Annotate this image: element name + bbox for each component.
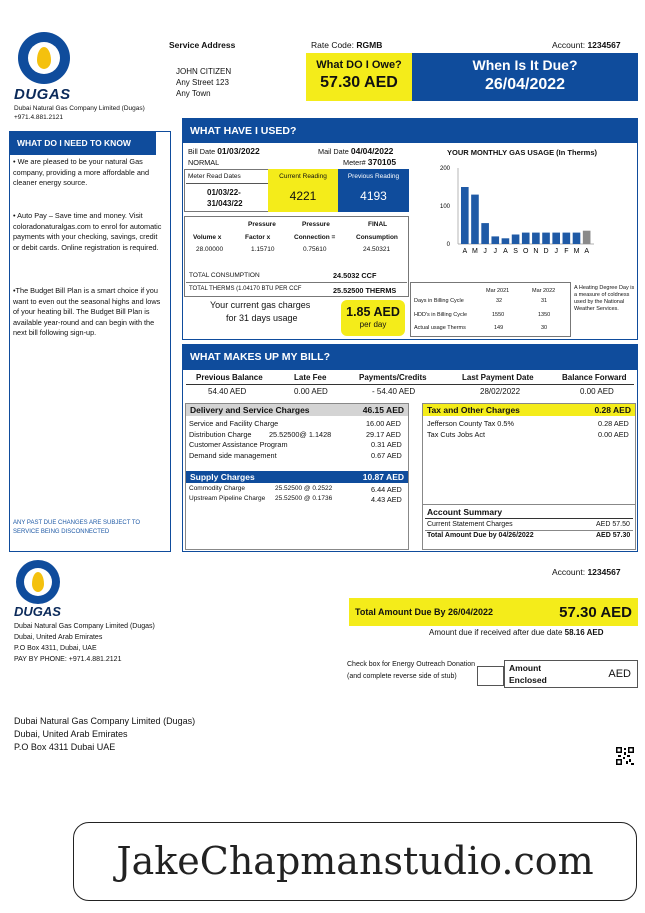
stub-brand-name: DUGAS: [14, 604, 61, 619]
comparison-row-1-label: Days in Billing Cycle: [414, 298, 464, 304]
bill-value-balance-forward: 0.00 AED: [580, 387, 614, 396]
supply-header: [186, 471, 408, 483]
account-label: Account:: [552, 40, 586, 50]
bill-value-late-fee: 0.00 AED: [294, 387, 328, 396]
chart-bar-2: [481, 223, 489, 244]
comparison-row-1-v2: 31: [541, 298, 548, 304]
current-charges-label: Current Statement Charges: [427, 521, 513, 528]
meter-value: 370105: [367, 157, 397, 167]
bill-header-late-fee: Late Fee: [294, 373, 327, 382]
consumption-value: 24.50321: [363, 246, 391, 253]
comparison-row-2-v2: 1350: [538, 312, 551, 318]
due-label: When Is It Due?: [472, 57, 578, 73]
delivery-item-4-label: Demand side management: [189, 451, 277, 460]
brand-phone: +971.4.881.2121: [14, 114, 63, 121]
chart-bar-8: [542, 233, 550, 244]
chart-x-label-0: A: [462, 248, 468, 255]
bill-header-last-payment-date: Last Payment Date: [462, 373, 534, 382]
watermark-text: JakeChapmanstudio.com: [116, 839, 594, 883]
amount-enclosed-box[interactable]: [504, 660, 638, 688]
sidebar-paragraph-3: •The Budget Bill Plan is a smart choice if you want to even out the seasonal highs and lows of your heating bill. The Budget Bill Plan is available year-round and can begin with the next bill following sign-up.: [13, 286, 161, 337]
chart-x-label-4: A: [503, 248, 508, 255]
chart-x-label-6: O: [523, 248, 529, 255]
donation-checkbox[interactable]: [477, 666, 504, 686]
volume-header: Volume x: [193, 234, 222, 241]
supply-item-2-detail: 25.52500 @ 0.1736: [275, 495, 333, 502]
sidebar: [9, 131, 171, 552]
bill-value-previous-balance: 54.40 AED: [208, 387, 247, 396]
supply-item-1-label: Commodity Charge: [189, 485, 245, 492]
charges-text-1: Your current gas charges: [210, 300, 311, 310]
comparison-row-2-label: HDD's in Billing Cycle: [414, 312, 468, 318]
comparison-row-3-label: Actual usage Therms: [414, 325, 466, 331]
chart-bar-3: [491, 236, 499, 244]
chart-x-labels: [462, 248, 589, 255]
comparison-row-3-v1: 149: [494, 325, 504, 331]
due-box: [412, 53, 638, 101]
current-charges-value: AED 57.50: [596, 521, 630, 528]
bill-date-label: Bill Date: [188, 147, 216, 156]
charges-text-2: for 31 days usage: [226, 313, 298, 323]
chart-bar-11: [573, 233, 581, 244]
comparison-row-1-v1: 32: [496, 298, 503, 304]
tax-title: Tax and Other Charges: [427, 405, 520, 415]
total-consumption-label: TOTAL CONSUMPTION: [189, 272, 260, 279]
bill-value-last-payment-date: 28/02/2022: [480, 387, 521, 396]
delivery-item-2-amount: 29.17 AED: [366, 430, 401, 439]
bill-header-payments: Payments/Credits: [359, 373, 427, 382]
customer-name: JOHN CITIZEN: [176, 67, 232, 76]
chart-x-label-9: J: [554, 248, 558, 255]
supply-total: 10.87 AED: [362, 472, 404, 482]
connection-header: Connection =: [294, 234, 336, 241]
sidebar-paragraph-1: • We are pleased to be your natural Gas company, providing a more affordable and cleaner energy source.: [13, 157, 150, 187]
per-day-amount: 1.85 AED: [346, 305, 400, 319]
comparison-col-1: Mar 2021: [486, 288, 510, 294]
disconnect-warning: ANY PAST DUE CHANGES ARE SUBJECT TO SERVICE BEING DISCONNECTED: [13, 520, 141, 535]
tax-item-1-amount: 0.28 AED: [598, 419, 629, 428]
mail-address-2: Dubai, United Arab Emirates: [14, 729, 128, 739]
sidebar-title: WHAT DO I NEED TO KNOW: [9, 131, 156, 155]
delivery-title: Delivery and Service Charges: [190, 405, 310, 415]
usage-title: WHAT HAVE I USED?: [182, 118, 638, 143]
final-header: FINAL: [368, 221, 388, 228]
mail-date-value: 04/04/2022: [350, 146, 394, 156]
usage-chart: [430, 160, 600, 260]
meter-label: Meter#: [343, 158, 366, 167]
amount-enclosed-label-1: Amount: [509, 663, 542, 673]
pressure-header-2: Pressure: [302, 221, 330, 228]
connection-value: 0.75610: [303, 246, 327, 253]
account-value: 1234567: [587, 40, 621, 50]
supply-item-1-amount: 6.44 AED: [371, 485, 402, 494]
tax-item-1-label: Jefferson County Tax 0.5%: [427, 419, 514, 428]
amount-enclosed-currency: AED: [608, 668, 631, 680]
mail-address-1: Dubai Natural Gas Company Limited (Dugas): [14, 716, 196, 726]
stub-late-label: Amount due if received after due date: [429, 628, 563, 637]
stub-late-value: 58.16 AED: [564, 628, 604, 637]
meter-read-dates-underline: [186, 183, 268, 184]
owe-amount: 57.30 AED: [320, 74, 398, 91]
delivery-total: 46.15 AED: [362, 405, 404, 415]
mail-date: [318, 146, 393, 156]
outreach-text-2: (and complete reverse side of stub): [347, 673, 457, 680]
chart-x-label-12: A: [584, 248, 589, 255]
chart-x-label-1: M: [472, 248, 478, 255]
volume-value: 28.00000: [196, 246, 224, 253]
stub-address-3: P.O Box 4311, Dubai, UAE: [14, 645, 97, 652]
delivery-item-4-amount: 0.67 AED: [371, 451, 402, 460]
consumption-header: Consumption: [356, 234, 398, 241]
previous-reading-value: 4193: [360, 189, 387, 203]
heating-degree-note: A Heating Degree Day is a measure of coldness used by the National Weather Services.: [574, 285, 635, 312]
bill-title: WHAT MAKES UP MY BILL?: [182, 344, 638, 370]
rate-code-value: RGMB: [356, 40, 383, 50]
stub-account-value: 1234567: [587, 567, 621, 577]
brand-company: Dubai Natural Gas Company Limited (Dugas): [14, 105, 145, 112]
chart-bar-6: [522, 233, 530, 244]
bill-header-underline: [186, 384, 634, 385]
watermark-banner: [73, 822, 637, 901]
tax-item-2-amount: 0.00 AED: [598, 430, 629, 439]
chart-x-label-11: M: [573, 248, 580, 255]
chart-bar-4: [502, 238, 510, 244]
chart-title: YOUR MONTHLY GAS USAGE (In Therms): [447, 148, 598, 157]
bill-header-previous-balance: Previous Balance: [196, 373, 263, 382]
current-reading-label: Current Reading: [279, 173, 327, 180]
chart-x-label-10: F: [564, 248, 569, 255]
per-day-box: [341, 300, 405, 336]
qr-code-icon: [615, 746, 635, 766]
rate-code: [311, 40, 382, 50]
mail-address-3: P.O Box 4311 Dubai UAE: [14, 742, 116, 752]
chart-bar-10: [563, 233, 571, 244]
read-date-end: 31/043/22: [207, 199, 243, 208]
amount-enclosed-label-2: Enclosed: [509, 675, 547, 685]
normal-label: NORMAL: [188, 158, 220, 167]
brand-name: DUGAS: [14, 86, 71, 103]
chart-bar-12: [583, 231, 591, 244]
customer-street: Any Street 123: [176, 78, 229, 87]
bill-date-value: 01/03/2022: [217, 146, 260, 156]
owe-label: What DO I Owe?: [316, 59, 402, 71]
chart-bar-5: [512, 235, 520, 245]
chart-x-label-3: J: [493, 248, 498, 255]
factor-header: Factor x: [245, 234, 271, 241]
previous-reading-label: Previous Reading: [347, 173, 400, 180]
tax-item-2-label: Tax Cuts Jobs Act: [427, 430, 485, 439]
chart-y-tick-2: 200: [439, 166, 450, 172]
chart-bar-1: [471, 195, 479, 244]
meter-number: [343, 157, 396, 167]
stub-pay-phone: PAY BY PHONE: +971.4.881.2121: [14, 656, 122, 663]
stub-total-due-value: 57.30 AED: [559, 603, 632, 621]
due-date: 26/04/2022: [484, 76, 566, 93]
stub-total-due-label: Total Amount Due By 26/04/2022: [355, 607, 494, 617]
tax-total: 0.28 AED: [594, 405, 631, 415]
chart-bar-0: [461, 187, 469, 244]
delivery-item-1-label: Service and Facility Charge: [189, 419, 279, 428]
total-therms-value: 25.52500 THERMS: [333, 286, 397, 295]
delivery-item-2-detail: 25.52500@ 1.1428: [269, 430, 332, 439]
delivery-item-2-label: Distribution Charge: [189, 430, 252, 439]
chart-y-ticks: [440, 166, 451, 248]
factor-value: 1.15710: [251, 246, 275, 253]
stub-logo-icon: [16, 560, 60, 604]
stub-total-due-box: [349, 598, 638, 626]
outreach-text-1: Check box for Energy Outreach Donation: [347, 661, 476, 668]
comparison-row-3-v2: 30: [541, 325, 548, 331]
current-reading-value: 4221: [289, 189, 317, 203]
stub-address-2: Dubai, United Arab Emirates: [14, 634, 103, 641]
account-summary-underline: [425, 518, 633, 519]
total-consumption-value: 24.5032 CCF: [333, 271, 377, 280]
chart-bar-7: [532, 233, 540, 244]
account-number: [552, 40, 621, 50]
pressure-header-1: Pressure: [248, 221, 276, 228]
delivery-item-3-label: Customer Assistance Program: [189, 440, 288, 449]
chart-y-tick-0: 0: [446, 242, 450, 248]
total-therms-divider: [186, 282, 407, 283]
previous-reading-box: [338, 169, 409, 212]
stub-late-amount: [429, 628, 604, 637]
bill-date: [188, 146, 260, 156]
chart-x-label-2: J: [483, 248, 487, 255]
meter-read-dates-label: Meter Read Dates: [188, 173, 241, 180]
supply-item-1-detail: 25.52500 @ 0.2522: [275, 485, 333, 492]
bill-value-payments: - 54.40 AED: [372, 387, 416, 396]
delivery-item-3-amount: 0.31 AED: [371, 440, 402, 449]
total-therms-label: TOTAL THERMS (1.04170 BTU PER CCF: [189, 286, 302, 292]
bill-header-balance-forward: Balance Forward: [562, 373, 627, 382]
service-address-label: Service Address: [169, 40, 236, 50]
current-reading-box: [268, 169, 338, 212]
account-summary-divider: [423, 504, 635, 505]
comparison-col-2: Mar 2022: [532, 288, 556, 294]
stub-account: [552, 567, 621, 577]
supply-item-2-label: Upstream Pipeline Charge: [189, 495, 266, 502]
supply-item-2-amount: 4.43 AED: [371, 495, 402, 504]
read-date-start: 01/03/22-: [207, 188, 241, 197]
owe-box: [306, 53, 412, 101]
rate-code-label: Rate Code:: [311, 40, 354, 50]
mail-date-label: Mail Date: [318, 147, 349, 156]
chart-bar-9: [552, 233, 560, 244]
delivery-header: [186, 404, 408, 416]
comparison-row-2-v1: 1550: [492, 312, 505, 318]
consumption-table: [184, 216, 409, 297]
stub-account-label: Account:: [552, 567, 586, 577]
chart-y-tick-1: 100: [439, 204, 450, 210]
total-due-value: AED 57.30: [596, 532, 631, 539]
total-due-label: Total Amount Due by 04/26/2022: [427, 532, 534, 539]
delivery-item-1-amount: 16.00 AED: [366, 419, 401, 428]
account-summary-title: Account Summary: [427, 507, 503, 517]
sidebar-paragraph-2: • Auto Pay – Save time and money. Visit coloradonaturalgas.com to enrol for automatic payments with your checking, savings, credit or debit cards. Online registration is required.: [13, 211, 162, 252]
stub-address-1: Dubai Natural Gas Company Limited (Dugas): [14, 623, 155, 630]
tax-header: [423, 404, 635, 416]
chart-x-label-5: S: [513, 248, 518, 255]
logo-mark-icon: [18, 32, 70, 84]
supply-title: Supply Charges: [190, 472, 255, 482]
customer-town: Any Town: [176, 89, 211, 98]
per-day-label: per day: [359, 320, 387, 329]
summary-total-divider: [425, 530, 633, 531]
chart-bars: [461, 187, 590, 244]
chart-x-label-7: N: [533, 248, 539, 255]
chart-x-label-8: D: [543, 248, 549, 255]
